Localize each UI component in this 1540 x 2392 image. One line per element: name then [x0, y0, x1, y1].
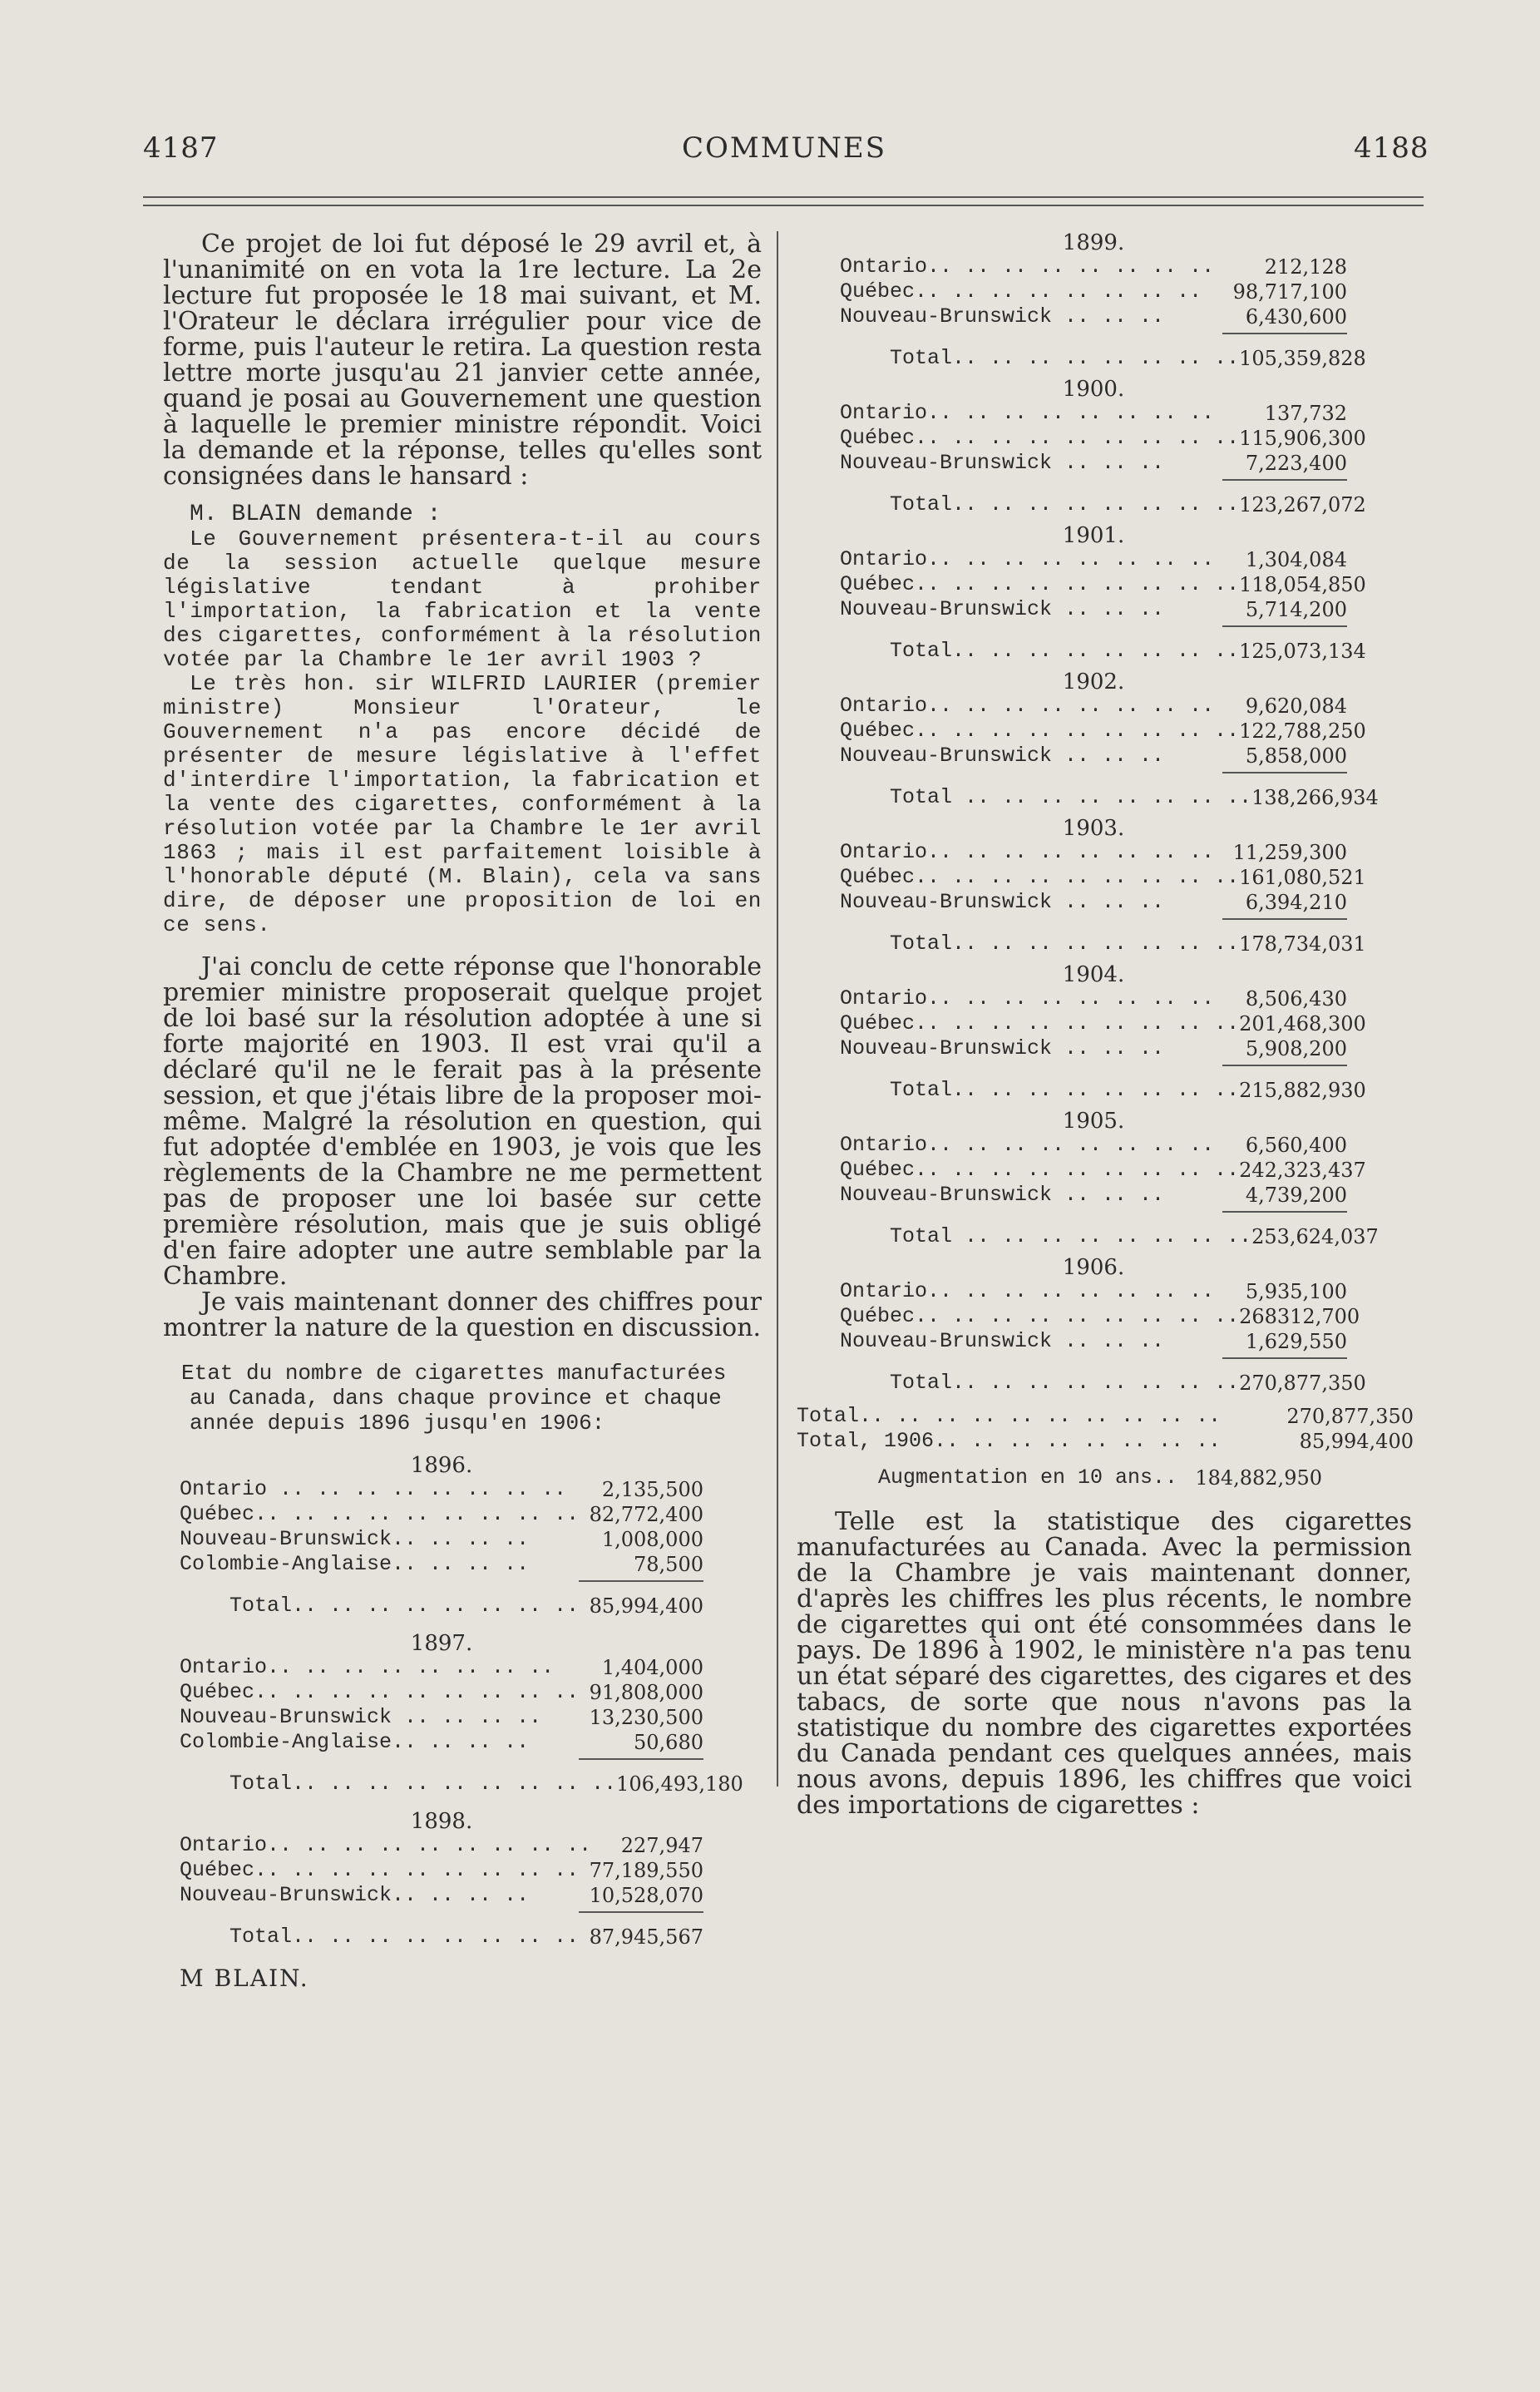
augmentation-row: Augmentation en 10 ans.. 184,882,950	[878, 1465, 1322, 1490]
table-row: Nouveau-Brunswick.. .. .. .. 1,008,000	[180, 1527, 703, 1551]
question-text: Le Gouvernement présentera-t-il au cours de la session actuelle quelque mesure législative tendant à prohiber l'importation, la fabrication et la vente des cigarettes, conformément à la résolution votée par la Chambre le 1er avril 1903 ?	[163, 526, 762, 672]
table-row: Ontario.. .. .. .. .. .. .. .. 8,506,430	[840, 986, 1347, 1011]
table-row: Nouveau-Brunswick .. .. .. 5,908,200	[840, 1036, 1347, 1060]
table-row: Québec.. .. .. .. .. .. .. .. .. 122,788,250	[840, 719, 1366, 743]
table-row: Colombie-Anglaise.. .. .. .. 78,500	[180, 1552, 703, 1576]
signature: M BLAIN.	[180, 1965, 309, 1992]
table-row: Ontario.. .. .. .. .. .. .. .. 137,732	[840, 401, 1347, 425]
year-heading: 1906.	[1062, 1255, 1125, 1280]
total-row: Total.. .. .. .. .. .. .. .. 87,945,567	[230, 1925, 703, 1949]
sum-rule	[1222, 1357, 1347, 1359]
table-row: Québec.. .. .. .. .. .. .. .. .. 115,906,300	[840, 426, 1366, 450]
table-row: Ontario.. .. .. .. .. .. .. .. 1,404,000	[180, 1655, 703, 1679]
total-row: Total.. .. .. .. .. .. .. .. 270,877,350	[890, 1371, 1366, 1395]
total-row: Total.. .. .. .. .. .. .. .. 215,882,930	[890, 1078, 1366, 1102]
table-row: Nouveau-Brunswick .. .. .. 5,714,200	[840, 597, 1347, 621]
table-row: Colombie-Anglaise.. .. .. .. 50,680	[180, 1730, 703, 1754]
table-row: Québec.. .. .. .. .. .. .. .. .. 118,054,850	[840, 572, 1366, 596]
left-page-number: 4187	[143, 131, 219, 165]
header-rule	[143, 196, 1424, 198]
column-divider	[777, 231, 778, 1787]
table-row: Ontario.. .. .. .. .. .. .. .. 9,620,084	[840, 694, 1347, 718]
sum-rule	[1222, 333, 1347, 334]
year-heading: 1900.	[1062, 377, 1125, 402]
total-row: Total.. .. .. .. .. .. .. .. .. 106,493,180	[230, 1772, 743, 1796]
table-row: Nouveau-Brunswick.. .. .. .. 10,528,070	[180, 1883, 703, 1907]
sum-rule	[579, 1758, 703, 1760]
table-row: Nouveau-Brunswick .. .. .. 5,858,000	[840, 744, 1347, 768]
blain-demande: M. BLAIN demande :	[190, 502, 442, 527]
closing-paragraph: Telle est la statistique des cigarettes manufacturées au Canada. Avec la permission de la Chambre je vais maintenant donner, d'après les chiffres les plus récents, le nombre de cigarettes qui ont été consommées dans le pays. De 1896 à 1902, le ministère n'a pas tenu un état séparé des cigarettes, des cigares et des tabacs, de sorte que nous n'avons pas la statistique du nombre des cigarettes exportées du Canada pendant ces quelques années, mais nous avons, depuis 1896, les chiffres que voici des importations de cigarettes :	[797, 1507, 1412, 1820]
sum-rule	[1222, 625, 1347, 627]
sum-rule	[1222, 1065, 1347, 1066]
sum-rule	[1222, 1211, 1347, 1213]
left-column	[163, 231, 762, 1992]
sum-rule	[1222, 772, 1347, 773]
table-row: Ontario.. .. .. .. .. .. .. .. 5,935,100	[840, 1279, 1347, 1303]
sum-rule	[579, 1580, 703, 1582]
table-row: Québec.. .. .. .. .. .. .. .. .. 268312,700	[840, 1304, 1360, 1328]
table-row: Québec.. .. .. .. .. .. .. .. 98,717,100	[840, 279, 1347, 304]
year-heading: 1902.	[1062, 670, 1125, 694]
left-stats-table	[180, 1453, 743, 1950]
grand-total-table	[797, 1404, 1414, 1454]
table-row: Québec.. .. .. .. .. .. .. .. .. 82,772,400	[180, 1502, 703, 1526]
table-row: Total.. .. .. .. .. .. .. .. .. .. 270,877,350	[797, 1404, 1414, 1428]
table-row: Nouveau-Brunswick .. .. .. 7,223,400	[840, 451, 1347, 475]
year-heading: 1905.	[1062, 1109, 1125, 1134]
table-row: Québec.. .. .. .. .. .. .. .. .. 161,080,521	[840, 865, 1366, 889]
table-title: Etat du nombre de cigarettes manufacturées au Canada, dans chaque province et chaque année depuis 1896 jusqu'en 1906:	[181, 1361, 727, 1436]
table-row: Ontario.. .. .. .. .. .. .. .. 212,128	[840, 255, 1347, 279]
intro-paragraph: Ce projet de loi fut déposé le 29 avril et, à l'unanimité on en vota la 1re lecture. La 2e lecture fut proposée le 18 mai suivant, et M. l'Orateur le déclara irrégulier pour vice de forme, puis l'auteur le retira. La question resta lettre morte jusqu'au 21 janvier cette année, quand je posai au Gouvernement une question à laquelle le premier ministre répondit. Voici la demande et la réponse, telles qu'elles sont consignées dans le hansard :	[163, 230, 762, 491]
year-heading: 1899.	[1062, 230, 1125, 255]
table-row: Québec.. .. .. .. .. .. .. .. .. 91,808,000	[180, 1680, 703, 1704]
paragraph-2: J'ai conclu de cette réponse que l'honorable premier ministre proposerait quelque projet de loi basé sur la résolution adoptée à une si forte majorité en 1903. Il est vrai qu'il a déclaré qu'il ne le ferait pas à la présente session, et que j'étais libre de la proposer moi-même. Malgré la résolution en question, qui fut adoptée d'emblée en 1903, je vois que les règlements de la Chambre ne me permettent pas de proposer une loi basée sur cette première résolution, mais que je suis obligé d'en faire adopter une autre semblable par la Chambre.	[163, 952, 762, 1291]
table-row: Ontario.. .. .. .. .. .. .. .. .. 227,947	[180, 1833, 703, 1857]
year-heading: 1897.	[410, 1631, 473, 1656]
table-row: Québec.. .. .. .. .. .. .. .. .. 242,323,437	[840, 1158, 1366, 1182]
total-row: Total.. .. .. .. .. .. .. .. 123,267,072	[890, 492, 1366, 516]
year-heading: 1904.	[1062, 962, 1125, 987]
answer-text: Le très hon. sir WILFRID LAURIER (premier ministre) Monsieur l'Orateur, le Gouvernement n'a pas encore décidé de présenter de mesure législative à l'effet d'interdire l'importation, la fabrication et la vente des cigarettes, conformément à la résolution votée par la Chambre le 1er avril 1863 ; mais il est parfaitement loisible à l'honorable député (M. Blain), cela va sans dire, de déposer une proposition de loi en ce sens.	[163, 671, 762, 937]
table-row: Ontario.. .. .. .. .. .. .. .. 11,259,300	[840, 840, 1347, 864]
right-stats-table	[840, 230, 1379, 1396]
table-row: Nouveau-Brunswick .. .. .. 6,430,600	[840, 304, 1347, 329]
total-row: Total .. .. .. .. .. .. .. .. 253,624,037	[890, 1224, 1379, 1248]
table-row: Québec.. .. .. .. .. .. .. .. .. 201,468,300	[840, 1011, 1366, 1035]
right-column	[797, 231, 1412, 1818]
total-row: Total .. .. .. .. .. .. .. .. 138,266,934	[890, 785, 1379, 809]
total-row: Total.. .. .. .. .. .. .. .. 85,994,400	[230, 1594, 703, 1618]
total-row: Total.. .. .. .. .. .. .. .. 105,359,828	[890, 346, 1366, 370]
total-row: Total.. .. .. .. .. .. .. .. 178,734,031	[890, 932, 1366, 956]
header-rule-double	[143, 205, 1424, 206]
total-row: Total.. .. .. .. .. .. .. .. 125,073,134	[890, 639, 1366, 663]
right-page-number: 4188	[1354, 131, 1429, 165]
table-row: Québec.. .. .. .. .. .. .. .. .. 77,189,550	[180, 1858, 703, 1882]
sum-rule	[579, 1911, 703, 1913]
sum-rule	[1222, 918, 1347, 920]
table-row: Ontario.. .. .. .. .. .. .. .. 6,560,400	[840, 1133, 1347, 1157]
table-row: Nouveau-Brunswick .. .. .. 6,394,210	[840, 890, 1347, 914]
year-heading: 1903.	[1062, 816, 1125, 841]
sum-rule	[1222, 479, 1347, 481]
table-row: Nouveau-Brunswick .. .. .. 1,629,550	[840, 1329, 1347, 1353]
page-title: COMMUNES	[682, 131, 887, 165]
table-row: Ontario.. .. .. .. .. .. .. .. 1,304,084	[840, 547, 1347, 571]
year-heading: 1898.	[410, 1809, 473, 1834]
table-row: Nouveau-Brunswick .. .. .. .. 13,230,500	[180, 1705, 703, 1729]
year-heading: 1896.	[410, 1453, 473, 1478]
table-row: Ontario .. .. .. .. .. .. .. .. 2,135,500	[180, 1477, 703, 1501]
paragraph-3: Je vais maintenant donner des chiffres pour montrer la nature de la question en discussion.	[163, 1287, 762, 1342]
table-row: Total, 1906.. .. .. .. .. .. .. .. 85,994,400	[797, 1429, 1414, 1453]
table-row: Nouveau-Brunswick .. .. .. 4,739,200	[840, 1183, 1347, 1207]
year-heading: 1901.	[1062, 523, 1125, 548]
